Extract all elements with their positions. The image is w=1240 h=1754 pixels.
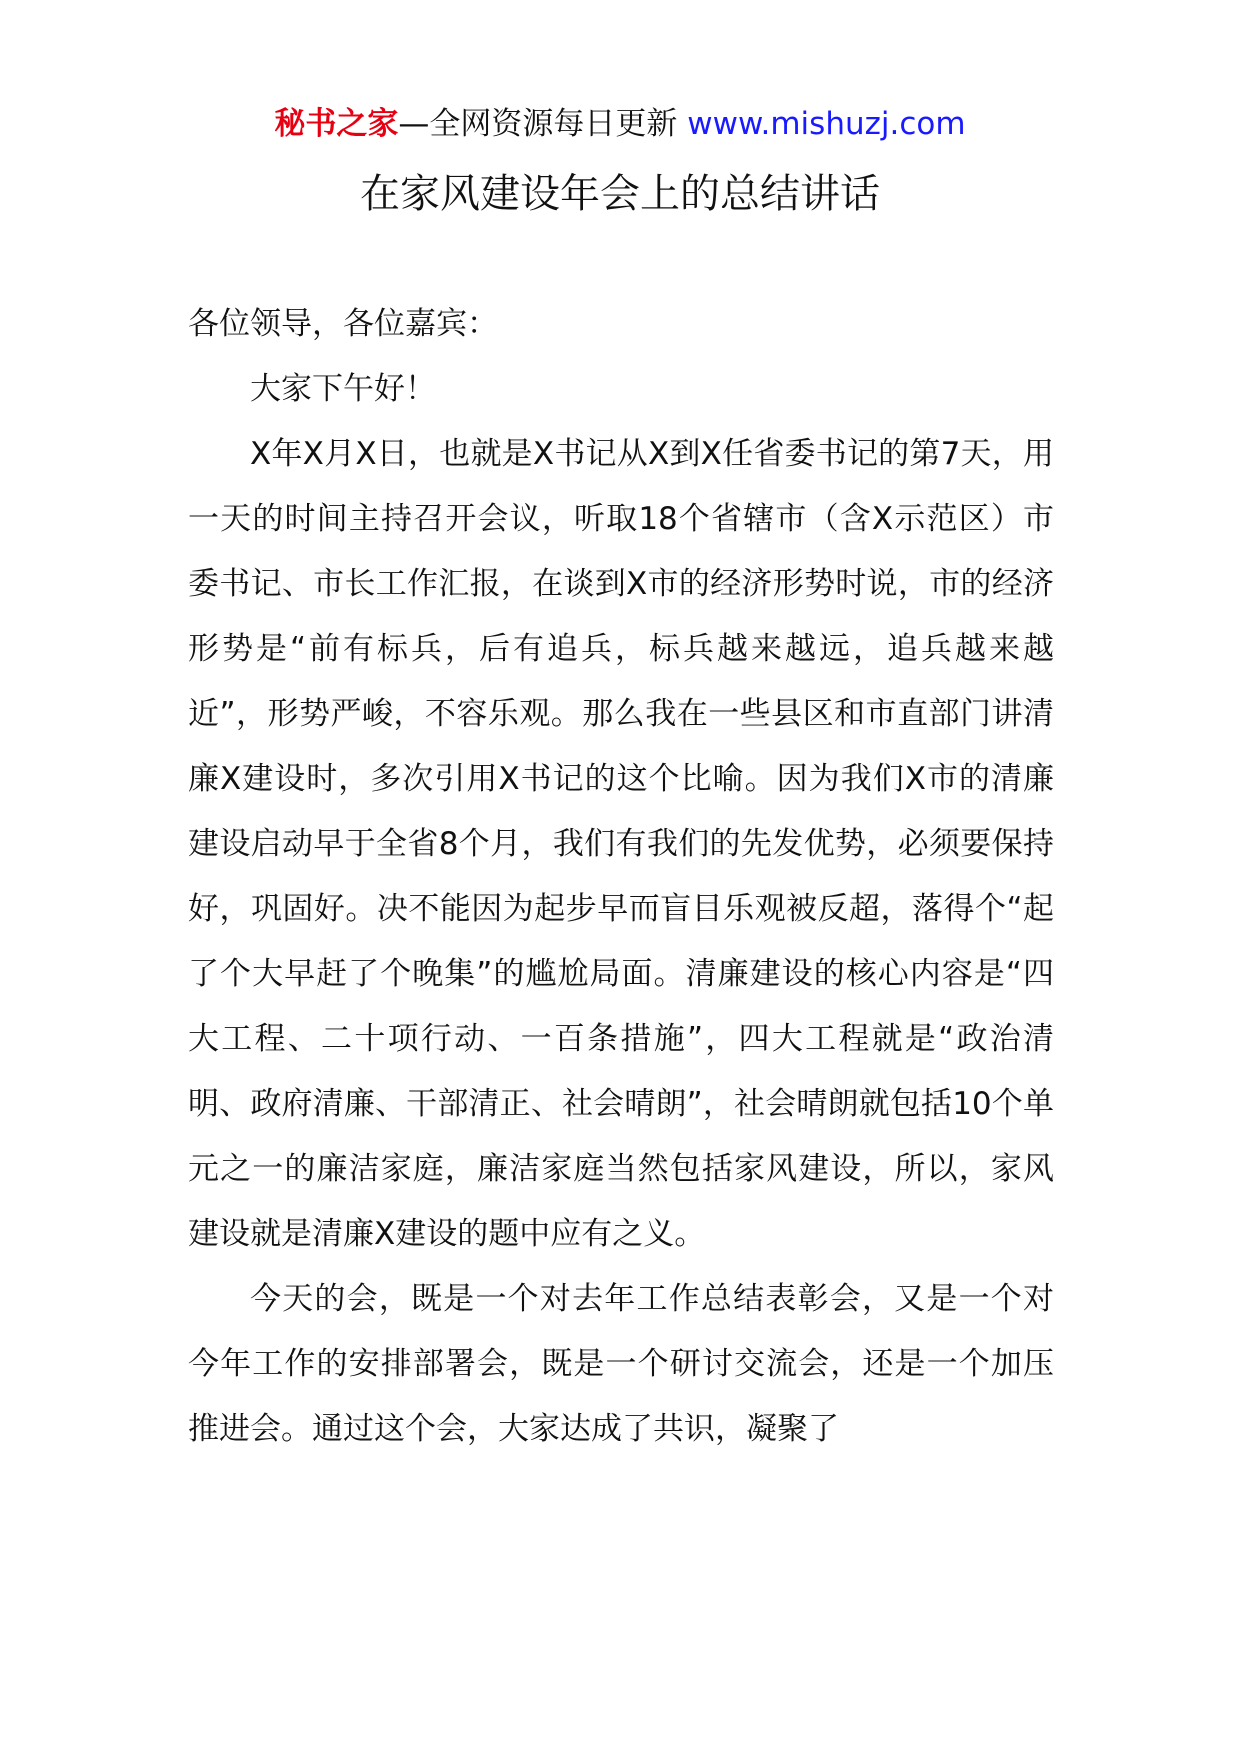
site-url-link[interactable]: www.mishuzj.com bbox=[687, 106, 966, 142]
paragraph-greeting: 大家下午好！ bbox=[250, 371, 436, 407]
header-tagline: —全网资源每日更新 bbox=[398, 106, 688, 142]
site-header bbox=[0, 100, 1240, 148]
brand-name: 秘书之家 bbox=[274, 106, 399, 142]
paragraph-background: X年X月X日，也就是X书记从X到X任省委书记的第7天，用一天的时间主持召开会议，听取18个省辖市（含X示范区）市委书记、市长工作汇报，在谈到X市的经济形势时说，市的经济形势是“前有标兵，后有追兵，标兵越来越远，追兵越来越近”，形势严峻，不容乐观。那么我在一些县区和市直部门讲清廉X建设时，多次引用X书记的这个比喻。因为我们X市的清廉建设启动早于全省8个月，我们有我们的先发优势，必须要保持好，巩固好。决不能因为起步早而盲目乐观被反超，落得个“起了个大早赶了个晚集”的尴尬局面。清廉建设的核心内容是“四大工程、二十项行动、一百条措施”，四大工程就是“政治清明、政府清廉、干部清正、社会晴朗”，社会晴朗就包括10个单元之一的廉洁家庭，廉洁家庭当然包括家风建设，所以，家风建设就是清廉X建设的题中应有之义。 bbox=[188, 436, 1054, 1252]
document-body bbox=[188, 292, 1054, 1462]
paragraph-meeting: 今天的会，既是一个对去年工作总结表彰会，又是一个对今年工作的安排部署会，既是一个研讨交流会，还是一个加压推进会。通过这个会，大家达成了共识，凝聚了 bbox=[188, 1281, 1054, 1447]
document-title: 在家风建设年会上的总结讲话 bbox=[360, 171, 880, 217]
salutation: 各位领导，各位嘉宾： bbox=[188, 306, 498, 342]
